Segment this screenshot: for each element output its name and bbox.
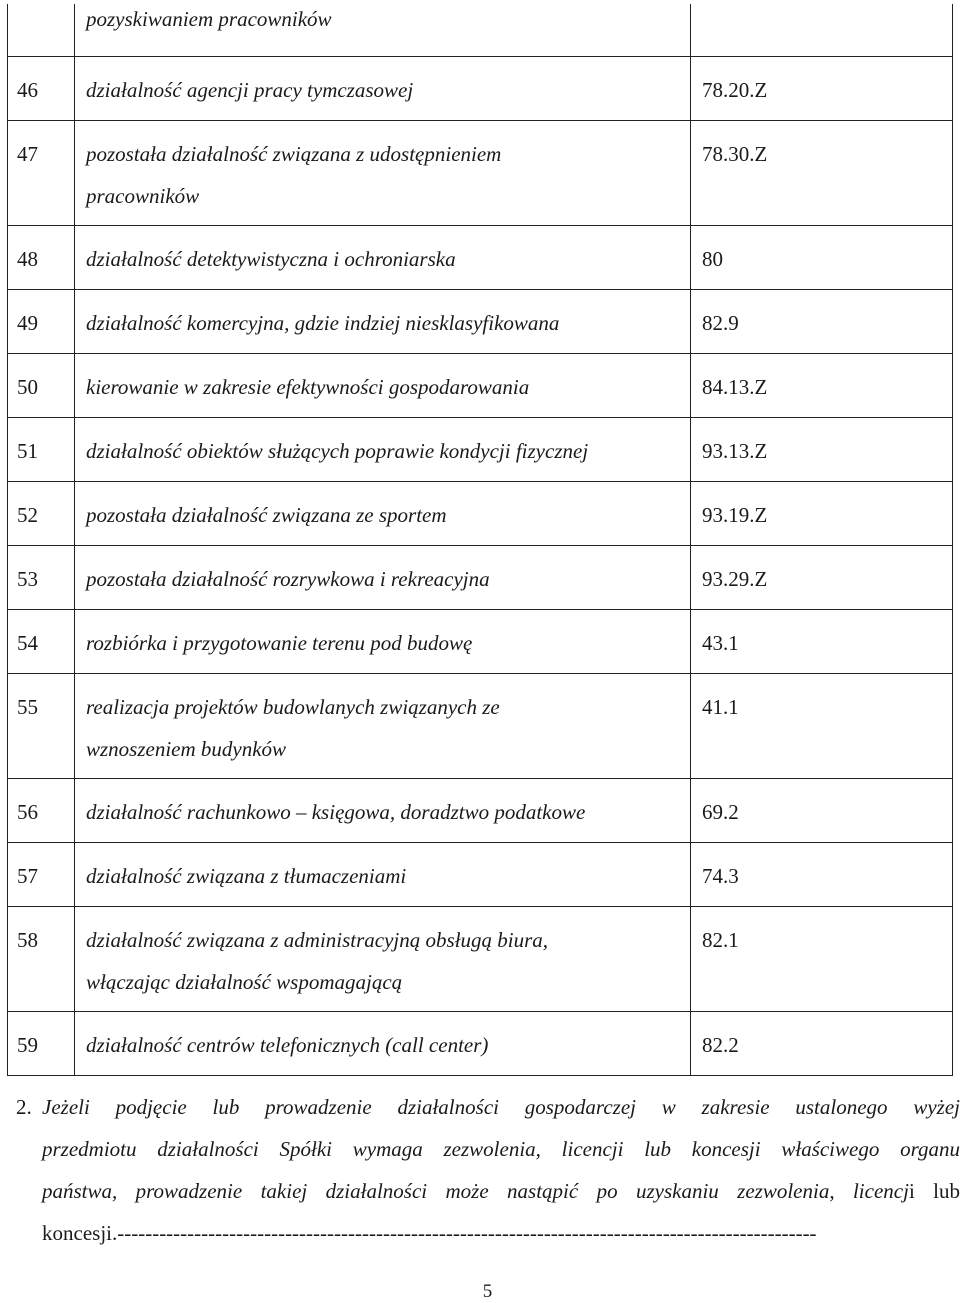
row-number: 47	[17, 142, 38, 166]
activity-description-line: działalność detektywistyczna i ochroniarska	[86, 247, 456, 271]
pkd-code-cell	[691, 290, 953, 354]
pkd-code: 84.13.Z	[702, 375, 768, 399]
activity-description-line: pozyskiwaniem pracowników	[86, 7, 332, 31]
pkd-code-cell	[691, 610, 953, 674]
paragraph-text-1: Jeżeli podjęcie lub prowadzenie działalności gospodarczej w zakresie ustalonego wyżej	[42, 1095, 960, 1119]
activity-description-line: pozostała działalność rozrywkowa i rekreacyjna	[86, 567, 490, 591]
table-row	[8, 779, 953, 843]
table-row	[8, 843, 953, 907]
row-number: 58	[17, 928, 38, 952]
row-number-cell	[8, 674, 75, 779]
pkd-code: 82.1	[702, 928, 739, 952]
row-number-cell	[8, 121, 75, 226]
activity-description-line: działalność związana z administracyjną obsługą biura,	[86, 928, 549, 952]
activity-description-cell	[75, 843, 691, 907]
row-number: 52	[17, 503, 38, 527]
activity-description-cell	[75, 57, 691, 121]
row-number: 50	[17, 375, 38, 399]
activity-description-cell	[75, 779, 691, 843]
activity-description-cell	[75, 290, 691, 354]
pkd-code: 43.1	[702, 631, 739, 655]
paragraph-line-1	[16, 1086, 960, 1128]
pkd-code-cell	[691, 354, 953, 418]
row-number-cell	[8, 1012, 75, 1076]
pkd-code: 93.13.Z	[702, 439, 768, 463]
table-row	[8, 482, 953, 546]
activity-description-line: pracowników	[86, 184, 200, 208]
pkd-code-cell	[691, 4, 953, 57]
table-row	[8, 907, 953, 1012]
paragraph-text-3: państwa, prowadzenie takiej działalności może nastąpić po uzyskaniu zezwolenia, licencj	[42, 1179, 909, 1203]
pkd-code-cell	[691, 418, 953, 482]
activity-description-line: włączając działalność wspomagającą	[86, 970, 403, 994]
paragraph-text-3-tail: i lub	[908, 1179, 960, 1203]
paragraph-2	[16, 1086, 960, 1254]
pkd-code: 78.30.Z	[702, 142, 768, 166]
activity-description-cell	[75, 121, 691, 226]
activity-description-cell	[75, 674, 691, 779]
table-row	[8, 57, 953, 121]
activity-description-cell	[75, 354, 691, 418]
table-row	[8, 546, 953, 610]
pkd-code: 69.2	[702, 800, 739, 824]
activity-description-line: działalność rachunkowo – księgowa, doradztwo podatkowe	[86, 800, 586, 824]
activity-description-line: rozbiórka i przygotowanie terenu pod budowę	[86, 631, 473, 655]
row-number: 55	[17, 695, 38, 719]
activity-description-line: działalność centrów telefonicznych (call center)	[86, 1033, 489, 1057]
pkd-code: 80	[702, 247, 723, 271]
table-row	[8, 121, 953, 226]
activity-description-cell	[75, 482, 691, 546]
row-number-cell	[8, 290, 75, 354]
row-number: 59	[17, 1033, 38, 1057]
row-number-cell	[8, 546, 75, 610]
activity-description-line: kierowanie w zakresie efektywności gospodarowania	[86, 375, 530, 399]
table-row	[8, 290, 953, 354]
activity-description-cell	[75, 907, 691, 1012]
table-row	[8, 226, 953, 290]
activity-description-line: pozostała działalność związana ze sportem	[86, 503, 447, 527]
activity-description-line: realizacja projektów budowlanych związanych ze	[86, 695, 500, 719]
row-number-cell	[8, 482, 75, 546]
table-row	[8, 610, 953, 674]
row-number: 57	[17, 864, 38, 888]
activity-description-line: pozostała działalność związana z udostępnieniem	[86, 142, 502, 166]
row-number-cell	[8, 57, 75, 121]
pkd-code: 41.1	[702, 695, 739, 719]
paragraph-number: 2.	[16, 1095, 32, 1119]
pkd-code: 74.3	[702, 864, 739, 888]
pkd-code-cell	[691, 482, 953, 546]
activity-description-cell	[75, 610, 691, 674]
pkd-code-cell	[691, 779, 953, 843]
activity-description-line: działalność agencji pracy tymczasowej	[86, 78, 414, 102]
pkd-code: 78.20.Z	[702, 78, 768, 102]
row-number: 49	[17, 311, 38, 335]
pkd-code-cell	[691, 674, 953, 779]
activity-description-cell	[75, 1012, 691, 1076]
pkd-code-cell	[691, 907, 953, 1012]
pkd-code-cell	[691, 1012, 953, 1076]
row-number: 46	[17, 78, 38, 102]
activity-description-line: działalność komercyjna, gdzie indziej niesklasyfikowana	[86, 311, 560, 335]
row-number-cell	[8, 418, 75, 482]
pkd-code-cell	[691, 843, 953, 907]
row-number: 48	[17, 247, 38, 271]
row-number-cell	[8, 779, 75, 843]
paragraph-line-2	[16, 1128, 960, 1170]
paragraph-text-2: przedmiotu działalności Spółki wymaga zezwolenia, licencji lub koncesji właściwego organu	[42, 1137, 960, 1161]
activity-description-cell	[75, 226, 691, 290]
paragraph-line-3	[16, 1170, 960, 1212]
pkd-code: 93.19.Z	[702, 503, 768, 527]
row-number-cell	[8, 4, 75, 57]
row-number: 53	[17, 567, 38, 591]
activity-description-line: działalność związana z tłumaczeniami	[86, 864, 407, 888]
activity-description-line: działalność obiektów służących poprawie kondycji fizycznej	[86, 439, 589, 463]
table-row	[8, 674, 953, 779]
table-row	[8, 4, 953, 57]
table-row	[8, 1012, 953, 1076]
row-number-cell	[8, 610, 75, 674]
row-number: 54	[17, 631, 38, 655]
pkd-code-cell	[691, 121, 953, 226]
pkd-code-cell	[691, 546, 953, 610]
activity-table	[7, 4, 953, 1076]
activity-description-cell	[75, 546, 691, 610]
pkd-code-cell	[691, 226, 953, 290]
row-number: 56	[17, 800, 38, 824]
row-number-cell	[8, 907, 75, 1012]
row-number-cell	[8, 226, 75, 290]
row-number: 51	[17, 439, 38, 463]
row-number-cell	[8, 843, 75, 907]
table-row	[8, 354, 953, 418]
pkd-code: 93.29.Z	[702, 567, 768, 591]
activity-description-line: wznoszeniem budynków	[86, 737, 287, 761]
page-number: 5	[482, 1281, 493, 1302]
pkd-code: 82.9	[702, 311, 739, 335]
row-number-cell	[8, 354, 75, 418]
paragraph-text-4: koncesji.----------------------------------------------------------------------------------------------------	[42, 1221, 817, 1245]
activity-description-cell	[75, 4, 691, 57]
activity-description-cell	[75, 418, 691, 482]
paragraph-line-4	[16, 1212, 960, 1254]
pkd-code: 82.2	[702, 1033, 739, 1057]
table-row	[8, 418, 953, 482]
pkd-code-cell	[691, 57, 953, 121]
